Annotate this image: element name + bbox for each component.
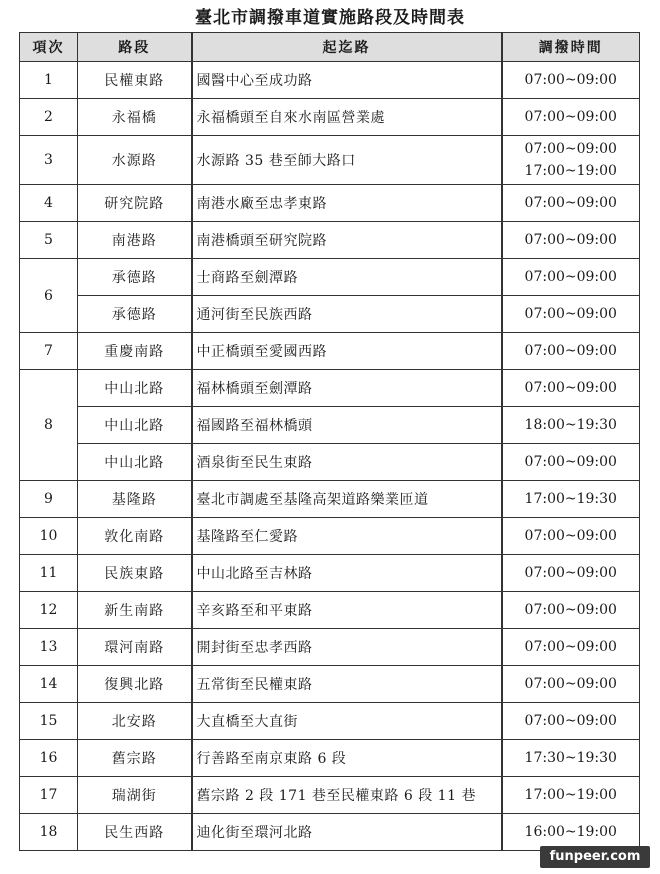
table-row [20, 259, 640, 296]
watermark-logo: funpeer.com [540, 846, 650, 868]
time-range: 07:00~09:00 [524, 380, 617, 396]
table-row [20, 703, 640, 740]
row-number: 7 [20, 333, 78, 370]
header-range: 起迄路 [192, 33, 502, 62]
time-cell [502, 222, 640, 259]
time-range: 07:00~09:00 [524, 72, 617, 88]
road-name: 承德路 [78, 296, 192, 333]
time-cell [502, 370, 640, 407]
time-cell [502, 740, 640, 777]
schedule-table [19, 32, 640, 851]
row-number: 11 [20, 555, 78, 592]
time-range: 07:00~09:00 [524, 109, 617, 125]
road-name: 重慶南路 [78, 333, 192, 370]
road-name: 研究院路 [78, 185, 192, 222]
table-row [20, 666, 640, 703]
time-cell [502, 259, 640, 296]
road-name: 北安路 [78, 703, 192, 740]
road-range: 士商路至劍潭路 [192, 259, 502, 296]
road-range: 南港橋頭至研究院路 [192, 222, 502, 259]
road-range: 永福橋頭至自來水南區營業處 [192, 99, 502, 136]
table-row [20, 370, 640, 407]
time-cell [502, 814, 640, 851]
row-number: 1 [20, 62, 78, 99]
time-cell [502, 444, 640, 481]
table-row [20, 99, 640, 136]
time-range: 07:00~09:00 [524, 602, 617, 618]
table-row [20, 444, 640, 481]
time-cell [502, 136, 640, 185]
time-range: 07:00~09:00 [524, 195, 617, 211]
road-range: 福林橋頭至劍潭路 [192, 370, 502, 407]
table-row [20, 407, 640, 444]
row-number: 17 [20, 777, 78, 814]
time-range: 17:00~19:00 [524, 163, 617, 179]
row-number: 5 [20, 222, 78, 259]
road-range: 辛亥路至和平東路 [192, 592, 502, 629]
road-range: 臺北市調處至基隆高架道路樂業匝道 [192, 481, 502, 518]
header-row [20, 33, 640, 62]
table-row [20, 222, 640, 259]
road-name: 水源路 [78, 136, 192, 185]
road-range: 行善路至南京東路 6 段 [192, 740, 502, 777]
time-range: 07:00~09:00 [524, 269, 617, 285]
row-number: 13 [20, 629, 78, 666]
time-cell [502, 666, 640, 703]
time-range: 17:30~19:30 [524, 750, 617, 766]
row-number: 6 [20, 259, 78, 333]
row-number: 16 [20, 740, 78, 777]
time-range: 17:00~19:00 [524, 787, 617, 803]
time-range: 07:00~09:00 [524, 232, 617, 248]
table-row [20, 333, 640, 370]
road-name: 中山北路 [78, 370, 192, 407]
road-name: 環河南路 [78, 629, 192, 666]
table-row [20, 296, 640, 333]
road-range: 通河街至民族西路 [192, 296, 502, 333]
row-number: 15 [20, 703, 78, 740]
row-number: 2 [20, 99, 78, 136]
header-time: 調撥時間 [502, 33, 640, 62]
road-range: 基隆路至仁愛路 [192, 518, 502, 555]
time-cell [502, 62, 640, 99]
row-number: 3 [20, 136, 78, 185]
road-name: 承德路 [78, 259, 192, 296]
table-row [20, 555, 640, 592]
time-range: 16:00~19:00 [524, 824, 617, 840]
road-name: 永福橋 [78, 99, 192, 136]
table-row [20, 136, 640, 185]
time-range: 07:00~09:00 [524, 454, 617, 470]
table-row [20, 740, 640, 777]
road-name: 舊宗路 [78, 740, 192, 777]
road-name: 民生西路 [78, 814, 192, 851]
time-cell [502, 185, 640, 222]
road-range: 中正橋頭至愛國西路 [192, 333, 502, 370]
time-cell [502, 518, 640, 555]
road-range: 中山北路至吉林路 [192, 555, 502, 592]
road-name: 敦化南路 [78, 518, 192, 555]
row-number: 14 [20, 666, 78, 703]
road-range: 水源路 35 巷至師大路口 [192, 136, 502, 185]
time-range: 07:00~09:00 [524, 343, 617, 359]
time-cell [502, 592, 640, 629]
road-range: 大直橋至大直街 [192, 703, 502, 740]
time-range: 18:00~19:30 [524, 417, 617, 433]
road-range: 迪化街至環河北路 [192, 814, 502, 851]
table-row [20, 777, 640, 814]
table-row [20, 814, 640, 851]
page-title: 臺北市調撥車道實施路段及時間表 [195, 8, 465, 28]
time-cell [502, 99, 640, 136]
time-range: 07:00~09:00 [524, 713, 617, 729]
table-row [20, 592, 640, 629]
road-name: 民權東路 [78, 62, 192, 99]
time-range: 17:00~19:30 [524, 491, 617, 507]
road-name: 復興北路 [78, 666, 192, 703]
row-number: 9 [20, 481, 78, 518]
time-cell [502, 407, 640, 444]
table-row [20, 518, 640, 555]
road-name: 新生南路 [78, 592, 192, 629]
time-cell [502, 777, 640, 814]
row-number: 10 [20, 518, 78, 555]
time-cell [502, 481, 640, 518]
road-range: 開封街至忠孝西路 [192, 629, 502, 666]
road-range: 福國路至福林橋頭 [192, 407, 502, 444]
time-range: 07:00~09:00 [524, 528, 617, 544]
time-range: 07:00~09:00 [524, 565, 617, 581]
road-range: 五常街至民權東路 [192, 666, 502, 703]
time-range: 07:00~09:00 [524, 676, 617, 692]
road-name: 南港路 [78, 222, 192, 259]
time-range: 07:00~09:00 [524, 141, 617, 157]
time-range: 07:00~09:00 [524, 306, 617, 322]
road-name: 瑞湖街 [78, 777, 192, 814]
row-number: 8 [20, 370, 78, 481]
road-range: 舊宗路 2 段 171 巷至民權東路 6 段 11 巷 [192, 777, 502, 814]
row-number: 18 [20, 814, 78, 851]
table-row [20, 185, 640, 222]
header-no: 項次 [20, 33, 78, 62]
header-road: 路段 [78, 33, 192, 62]
road-name: 中山北路 [78, 407, 192, 444]
table-body [20, 62, 640, 851]
time-cell [502, 555, 640, 592]
row-number: 12 [20, 592, 78, 629]
road-name: 民族東路 [78, 555, 192, 592]
time-cell [502, 296, 640, 333]
table-row [20, 62, 640, 99]
road-range: 酒泉街至民生東路 [192, 444, 502, 481]
table-row [20, 481, 640, 518]
road-range: 國醫中心至成功路 [192, 62, 502, 99]
road-name: 中山北路 [78, 444, 192, 481]
table-row [20, 629, 640, 666]
time-cell [502, 333, 640, 370]
time-cell [502, 703, 640, 740]
road-range: 南港水廠至忠孝東路 [192, 185, 502, 222]
road-name: 基隆路 [78, 481, 192, 518]
time-range: 07:00~09:00 [524, 639, 617, 655]
row-number: 4 [20, 185, 78, 222]
time-cell [502, 629, 640, 666]
